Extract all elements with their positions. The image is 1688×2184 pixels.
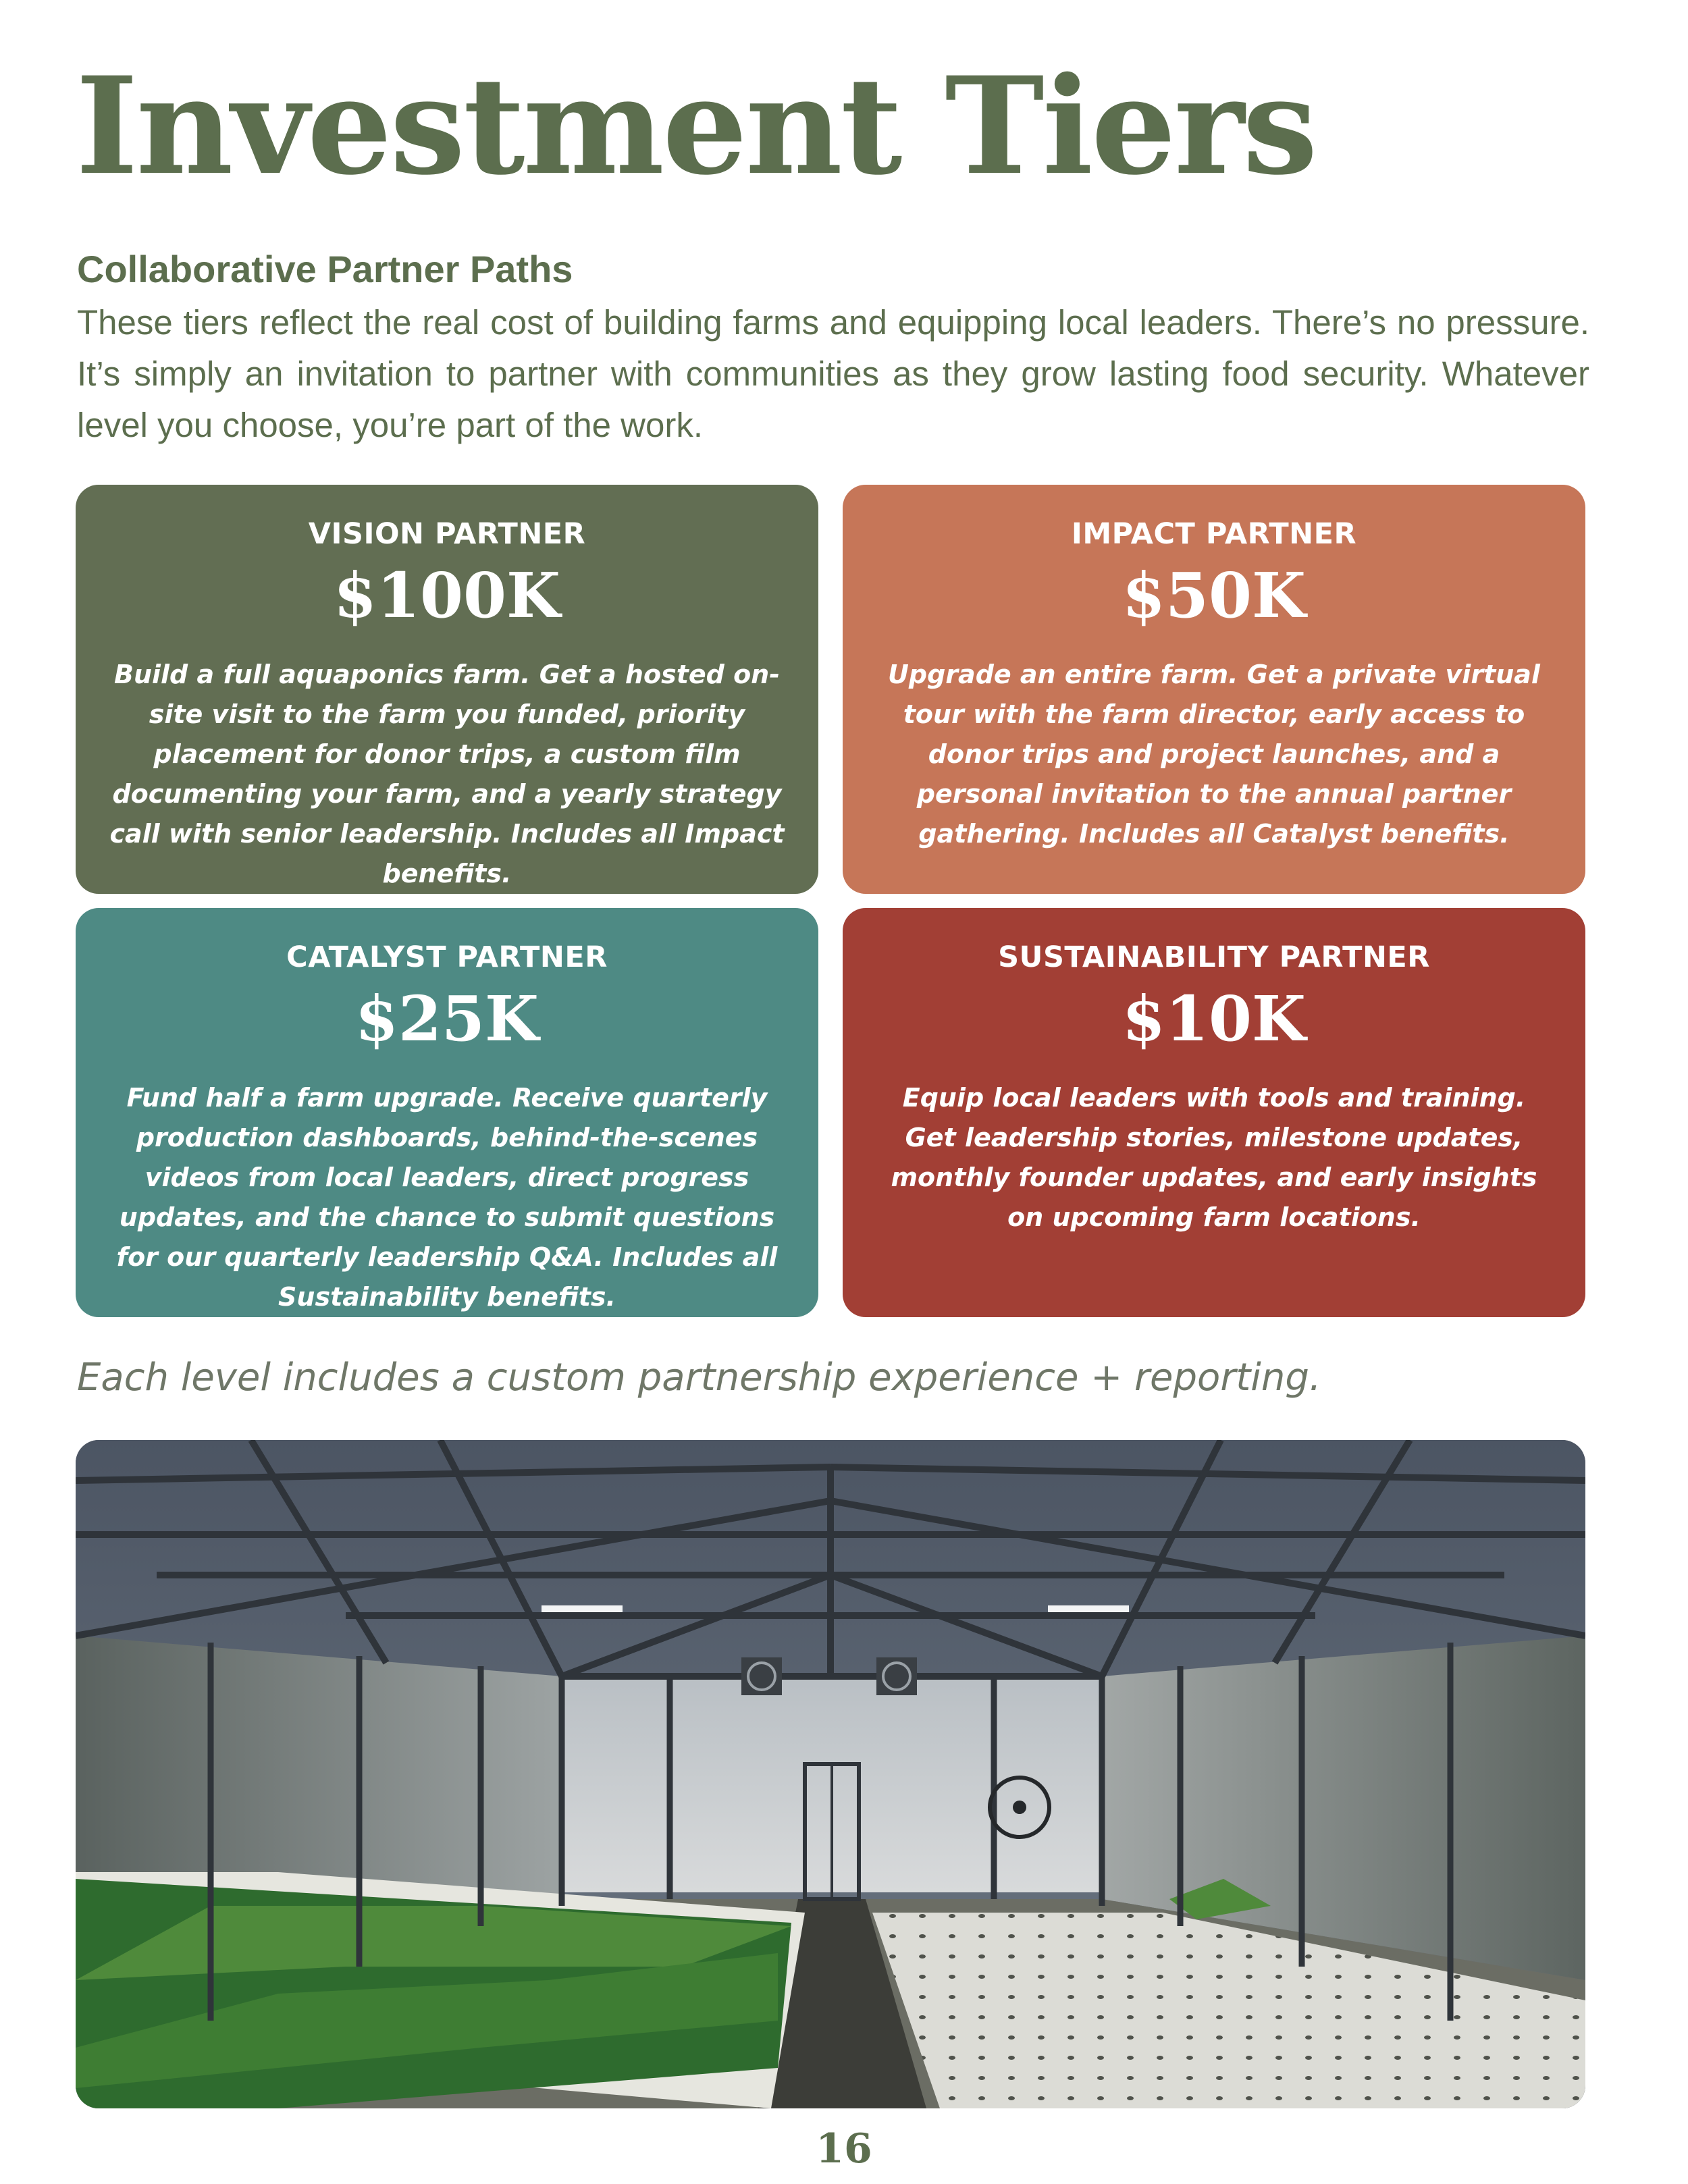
- tier-card-impact: [843, 485, 1585, 894]
- page-number: 16: [816, 2125, 872, 2173]
- tier-card-sustainability: [843, 908, 1585, 1317]
- tier-name: CATALYST PARTNER: [286, 940, 608, 974]
- intro-paragraph: These tiers reflect the real cost of building farms and equipping local leaders. There’s no pressure. It’s simply an invitation to partner with communities as they grow lasting food security. Whatever level you choose, you’re part of the work.: [77, 303, 1589, 444]
- tier-name: VISION PARTNER: [308, 517, 586, 551]
- greenhouse-photo: [76, 1440, 1585, 2108]
- tier-footnote: Each level includes a custom partnership experience + reporting.: [77, 1356, 1321, 1400]
- tier-price: $100K: [333, 559, 560, 632]
- tier-price: $50K: [1122, 559, 1306, 632]
- tier-description: Fund half a farm upgrade. Receive quarterly production dashboards, behind-the-scenes videos from local leaders, direct progress updates, and the chance to submit questions for our quarterly leadership Q&A. Includes all Sustainability benefits.: [116, 1083, 778, 1312]
- tier-description: Upgrade an entire farm. Get a private virtual tour with the farm director, early access to donor trips and project launches, and a personal invitation to the annual partner gathering. Includes all Catalyst benefits.: [888, 660, 1540, 849]
- tier-price: $10K: [1122, 982, 1306, 1055]
- section-subtitle: Collaborative Partner Paths: [77, 248, 573, 290]
- tier-name: SUSTAINABILITY PARTNER: [998, 940, 1430, 974]
- tier-description: Build a full aquaponics farm. Get a hosted on-site visit to the farm you funded, priority placement for donor trips, a custom film documenting your farm, and a yearly strategy call with senior leadership. Includes all Impact benefits.: [109, 660, 785, 888]
- tier-name: IMPACT PARTNER: [1071, 517, 1357, 551]
- tier-card-catalyst: [76, 908, 818, 1317]
- page-title: Investment Tiers: [76, 47, 1316, 205]
- tier-description: Equip local leaders with tools and training. Get leadership stories, milestone updates, monthly founder updates, and early insights on upcoming farm locations.: [891, 1083, 1537, 1232]
- tier-card-vision: [76, 485, 818, 894]
- tier-price: $25K: [354, 982, 539, 1055]
